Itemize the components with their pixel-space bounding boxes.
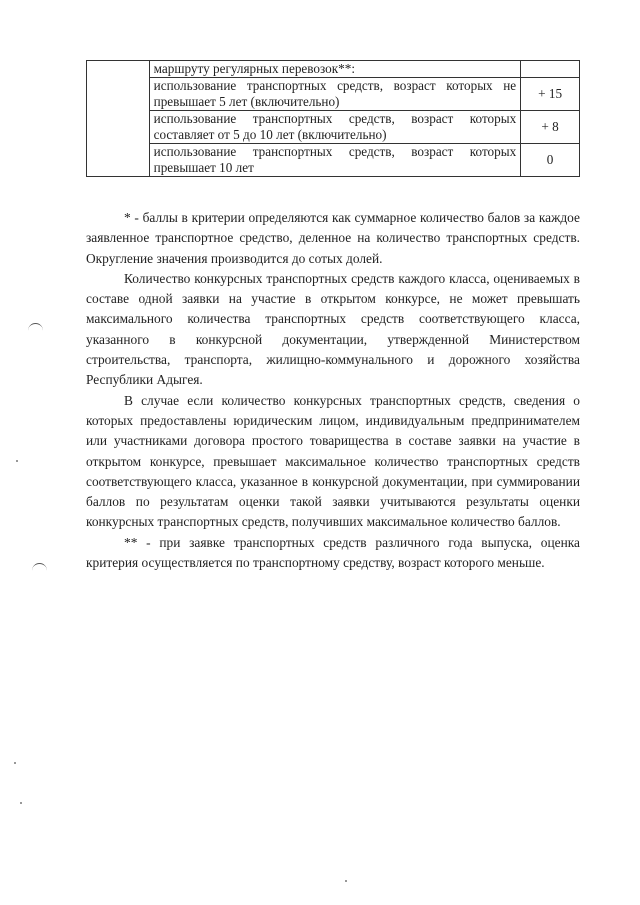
table-row xyxy=(87,61,580,78)
binding-hole-mark xyxy=(32,563,47,572)
points-cell: + 8 xyxy=(521,111,580,144)
scan-speck xyxy=(16,460,18,462)
points-cell: + 15 xyxy=(521,78,580,111)
footnote-points: * - баллы в критерии определяются как суммарное количество балов за каждое заявленное транспортное средство, деленное на количество транспортных средств. Округление значения производится до сотых долей. xyxy=(86,210,580,266)
criterion-number-cell xyxy=(87,61,150,177)
paragraph-vehicle-limit: Количество конкурсных транспортных средств каждого класса, оцениваемых в составе одной заявки на участие в открытом конкурсе, не может превышать максимального количества транспортных средств соответствующего класса, указанного в конкурсной документации, утвержденной Министерством строительства, транспорта, жилищно-коммунального и дорожного хозяйства Республики Адыгея. xyxy=(86,270,580,388)
table-row xyxy=(87,144,580,177)
table-row xyxy=(87,78,580,111)
table-row xyxy=(87,111,580,144)
footnote-vehicle-age: ** - при заявке транспортных средств различного года выпуска, оценка критерия осуществляется по транспортному средству, возраст которого меньше. xyxy=(86,534,580,571)
notes-section xyxy=(86,208,580,573)
scan-speck xyxy=(345,880,347,882)
criterion-text-cell: использование транспортных средств, возраст которых превышает 10 лет xyxy=(149,144,521,177)
points-cell: 0 xyxy=(521,144,580,177)
scan-speck xyxy=(20,802,22,804)
criteria-table xyxy=(86,60,580,177)
scan-speck xyxy=(14,762,16,764)
binding-hole-mark xyxy=(28,323,43,332)
paragraph-excess-vehicles: В случае если количество конкурсных транспортных средств, сведения о которых предоставлены юридическим лицом, индивидуальным предпринимателем или участниками договора простого товарищества в составе заявки на участие в открытом конкурсе, превышает максимальное количество транспортных средств соответствующего класса, указанное в конкурсной документации, при суммировании баллов по результатам оценки такой заявки учитываются результаты оценки конкурсных транспортных средств, получивших максимальное количество баллов. xyxy=(86,392,580,530)
criterion-text-cell: использование транспортных средств, возраст которых составляет от 5 до 10 лет (включительно) xyxy=(149,111,521,144)
criterion-text-cell: использование транспортных средств, возраст которых не превышает 5 лет (включительно) xyxy=(149,78,521,111)
points-cell xyxy=(521,61,580,78)
criterion-text-cell: маршруту регулярных перевозок**: xyxy=(149,61,521,78)
